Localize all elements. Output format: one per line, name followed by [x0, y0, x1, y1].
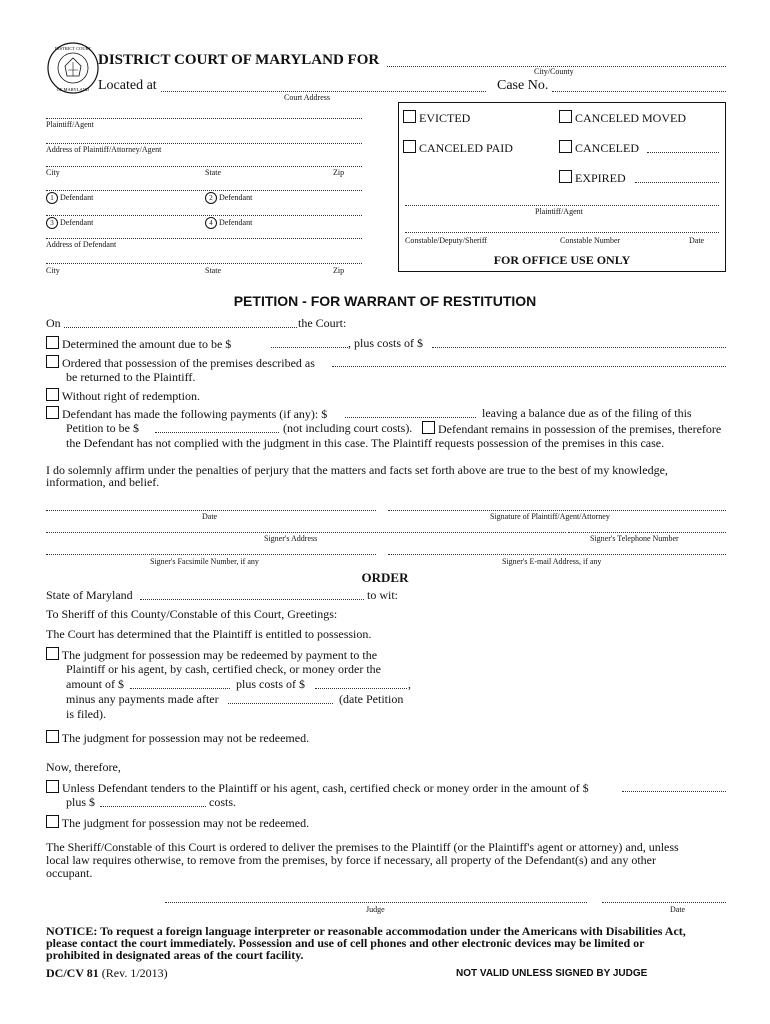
notice-line-1: NOTICE: To request a foreign language interpreter or reasonable accommodation under the Americans with Disabilities Act,	[46, 924, 686, 938]
defendant-address-label: Address of Defendant	[46, 240, 117, 249]
now-therefore-label: Now, therefore,	[46, 760, 121, 774]
evicted-checkbox[interactable]	[403, 110, 416, 123]
costs-label: costs.	[209, 795, 236, 809]
date-petition-label: (date Petition	[339, 692, 404, 706]
not-redeemed-label-2: The judgment for possession may not be redeemed.	[61, 816, 310, 830]
court-title: DISTRICT COURT OF MARYLAND FOR	[98, 52, 380, 68]
without-right-checkbox[interactable]	[46, 388, 59, 401]
determined-label: Determined the amount due to be $	[62, 337, 232, 351]
redeemed-line-2: Plaintiff or his agent, by cash, certified check, or money order the	[66, 662, 382, 676]
affirm-line-1: I do solemnly affirm under the penalties of perjury that the matters and facts set forth above are true to the best of my knowledge,	[46, 463, 668, 477]
not-redeemed-label: The judgment for possession may not be redeemed.	[61, 731, 310, 745]
case-no-label: Case No.	[497, 78, 549, 93]
zip-label: Zip	[333, 266, 345, 275]
canceled-moved-checkbox[interactable]	[559, 110, 572, 123]
canceled-paid-label: CANCELED PAID	[419, 141, 513, 155]
sig-date-label: Date	[202, 512, 218, 521]
plaintiff-agent-label: Plaintiff/Agent	[46, 120, 94, 129]
state-label: State	[205, 266, 221, 275]
leaving-balance-label: leaving a balance due as of the filing of this	[482, 406, 692, 420]
defendant-label: Defendant	[219, 218, 253, 227]
form-number: DC/CV 81	[46, 966, 99, 980]
to-wit-label: to wit:	[367, 588, 399, 602]
svg-text:DISTRICT COURT: DISTRICT COURT	[54, 46, 92, 51]
defendant-3-4-line[interactable]	[46, 215, 362, 216]
remains-row	[422, 421, 721, 437]
signer-fax-line[interactable]	[46, 554, 376, 555]
to-sheriff-label: To Sheriff of this County/Constable of this Court, Greetings:	[46, 607, 338, 621]
signer-address-label: Signer's Address	[264, 534, 318, 543]
defendant-3-label	[46, 217, 93, 229]
plaintiff-address-line[interactable]	[46, 143, 362, 144]
svg-text:OF MARYLAND: OF MARYLAND	[56, 87, 90, 92]
canceled-paid-checkbox[interactable]	[403, 140, 416, 153]
defendant-4-label	[205, 217, 252, 229]
payments-row	[46, 406, 327, 422]
canceled-moved-option[interactable]	[559, 110, 686, 126]
zip-label: Zip	[333, 168, 345, 177]
form-revision: (Rev. 1/2013)	[101, 966, 168, 980]
defendant-1-label	[46, 192, 93, 204]
determined-checkbox[interactable]	[46, 336, 59, 349]
amount-due-line[interactable]	[271, 347, 348, 348]
canceled-moved-label: CANCELED MOVED	[575, 111, 686, 125]
unless-label: Unless Defendant tenders to the Plaintiff or his agent, cash, certified check or money order in the amount of $	[62, 781, 589, 795]
office-plaintiff-line[interactable]	[405, 205, 719, 206]
plaintiff-address-label: Address of Plaintiff/Attorney/Agent	[46, 145, 162, 154]
constable-number-label: Constable Number	[560, 236, 621, 245]
defendant-label: Defendant	[60, 218, 94, 227]
ordered-label: Ordered that possession of the premises described as	[62, 356, 315, 370]
redeemed-label: The judgment for possession may be redeemed by payment to the	[61, 648, 378, 662]
remains-checkbox[interactable]	[422, 421, 435, 434]
unless-row	[46, 780, 589, 796]
signer-phone-line[interactable]	[568, 532, 726, 533]
city-county-label: City/County	[534, 67, 574, 76]
court-address-label: Court Address	[284, 93, 330, 102]
on-label: On	[46, 316, 61, 330]
canceled-checkbox[interactable]	[559, 140, 572, 153]
office-use-footer: FOR OFFICE USE ONLY	[493, 253, 631, 267]
case-no-line[interactable]	[552, 91, 726, 92]
remains-label: Defendant remains in possession of the premises, therefore	[438, 422, 722, 436]
form-id	[46, 966, 168, 981]
office-date-label: Date	[689, 236, 705, 245]
evicted-option[interactable]	[403, 110, 470, 126]
defendant-1-2-line[interactable]	[46, 190, 362, 191]
order-title: ORDER	[361, 570, 409, 585]
not-valid-notice: NOT VALID UNLESS SIGNED BY JUDGE	[456, 968, 648, 979]
not-including-label: (not including court costs).	[283, 421, 413, 435]
circled-number: 1	[46, 192, 58, 204]
state-county-line[interactable]	[140, 599, 364, 600]
state-of-maryland-label: State of Maryland	[46, 588, 133, 602]
order-plus-costs-label: plus costs of $	[236, 677, 305, 691]
judge-label: Judge	[366, 905, 385, 914]
canceled-line[interactable]	[647, 152, 719, 153]
plus-label: plus $	[66, 795, 96, 809]
plus-amount-line[interactable]	[100, 806, 206, 807]
payments-line[interactable]	[345, 417, 476, 418]
defendant-label: Defendant	[60, 193, 94, 202]
order-determined-label: The Court has determined that the Plaintiff is entitled to possession.	[46, 627, 372, 641]
petition-title: PETITION - FOR WARRANT OF RESTITUTION	[233, 293, 537, 309]
plus-costs-label: , plus costs of $	[348, 336, 423, 350]
signer-email-label: Signer's E-mail Address, if any	[502, 557, 602, 566]
order-costs-line[interactable]	[315, 688, 407, 689]
signature-label: Signature of Plaintiff/Agent/Attorney	[490, 512, 610, 521]
ordered-checkbox[interactable]	[46, 355, 59, 368]
not-redeemed-checkbox-2[interactable]	[46, 815, 59, 828]
canceled-label: CANCELED	[575, 141, 639, 155]
premises-line[interactable]	[332, 366, 726, 367]
expired-line[interactable]	[635, 182, 719, 183]
circled-number: 2	[205, 192, 217, 204]
judge-date-label: Date	[670, 905, 686, 914]
be-returned-label: be returned to the Plaintiff.	[66, 370, 196, 384]
determined-row	[46, 336, 231, 352]
constable-line[interactable]	[405, 232, 719, 233]
office-use-box	[398, 102, 726, 272]
court-address-line[interactable]	[161, 91, 486, 92]
without-right-row	[46, 388, 200, 404]
amount-of-label: amount of $	[66, 677, 124, 691]
payments-after-line[interactable]	[228, 703, 333, 704]
canceled-option[interactable]	[559, 140, 639, 156]
signature-line[interactable]	[388, 510, 726, 511]
tender-amount-line[interactable]	[622, 791, 726, 792]
sheriff-line-3: occupant.	[46, 866, 93, 880]
redeemed-checkbox[interactable]	[46, 647, 59, 660]
circled-number: 4	[205, 217, 217, 229]
defendant-address-line[interactable]	[46, 238, 362, 239]
costs-line[interactable]	[432, 347, 726, 348]
evicted-label: EVICTED	[419, 111, 471, 125]
affirm-line-2: information, and belief.	[46, 475, 160, 489]
not-redeemed-row-2	[46, 815, 309, 831]
constable-label: Constable/Deputy/Sheriff	[405, 236, 488, 245]
not-redeemed-checkbox[interactable]	[46, 730, 59, 743]
notice-line-3: prohibited in designated areas of the court facility.	[46, 948, 304, 962]
payments-checkbox[interactable]	[46, 406, 59, 419]
order-amount-line[interactable]	[130, 688, 230, 689]
judge-line[interactable]	[165, 902, 587, 903]
sig-date-line[interactable]	[46, 510, 376, 511]
unless-checkbox[interactable]	[46, 780, 59, 793]
expired-option[interactable]	[559, 170, 626, 186]
defendant-city-line[interactable]	[46, 263, 362, 264]
sheriff-line-2: local law requires otherwise, to remove from the premises, by force if necessary, all property of the Defendant(s) and any other	[46, 853, 656, 867]
the-court-label: the Court:	[298, 316, 347, 330]
payments-label: Defendant has made the following payments (if any): $	[62, 407, 328, 421]
expired-checkbox[interactable]	[559, 170, 572, 183]
expired-label: EXPIRED	[575, 171, 626, 185]
canceled-paid-option[interactable]	[403, 140, 513, 156]
state-label: State	[205, 168, 221, 177]
defendant-2-label	[205, 192, 252, 204]
ordered-row	[46, 355, 315, 371]
plaintiff-agent-line[interactable]	[46, 118, 362, 119]
city-label: City	[46, 168, 60, 177]
plaintiff-city-line[interactable]	[46, 166, 362, 167]
petition-amount-line[interactable]	[155, 432, 279, 433]
located-at-label: Located at	[98, 78, 157, 93]
not-redeemed-row	[46, 730, 309, 746]
signer-phone-label: Signer's Telephone Number	[590, 534, 679, 543]
city-label: City	[46, 266, 60, 275]
circled-number: 3	[46, 217, 58, 229]
court-seal	[47, 42, 99, 94]
defendant-label: Defendant	[219, 193, 253, 202]
notice-line-2: please contact the court immediately. Possession and use of cell phones and other electronic devices may be limited or	[46, 936, 645, 950]
signer-address-line[interactable]	[46, 532, 566, 533]
not-complied-label: the Defendant has not complied with the judgment in this case. The Plaintiff requests possession of the premises in this case.	[66, 436, 665, 450]
minus-payments-label: minus any payments made after	[66, 692, 219, 706]
judge-date-line[interactable]	[602, 902, 726, 903]
on-date-line[interactable]	[64, 327, 297, 328]
order-comma: ,	[408, 677, 411, 691]
redeemed-option-row	[46, 647, 377, 663]
without-right-label: Without right of redemption.	[61, 389, 200, 403]
sheriff-line-1: The Sheriff/Constable of this Court is ordered to deliver the premises to the Plaintiff (or the Plaintiff's agent or attorney) and, unless	[46, 840, 679, 854]
signer-email-line[interactable]	[388, 554, 726, 555]
is-filed-label: is filed).	[66, 707, 106, 721]
office-plaintiff-label: Plaintiff/Agent	[535, 207, 583, 216]
signer-fax-label: Signer's Facsimile Number, if any	[150, 557, 259, 566]
petition-to-be-label: Petition to be $	[66, 421, 139, 435]
